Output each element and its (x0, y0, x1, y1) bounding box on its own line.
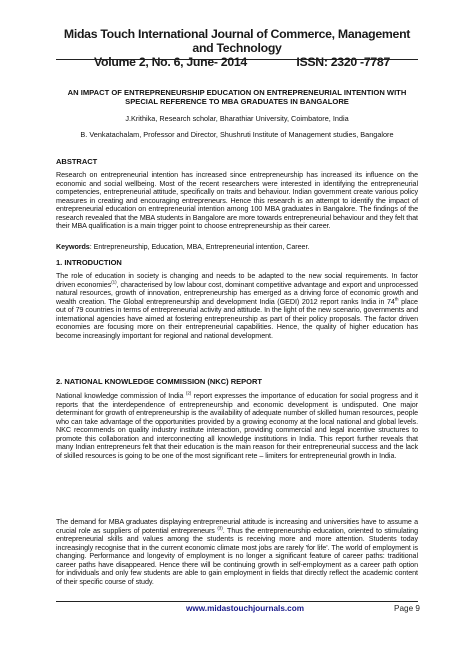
paper-title-line-2: SPECIAL REFERENCE TO MBA GRADUATES IN BANGALORE (125, 97, 349, 106)
keywords-text: : Entrepreneurship, Education, MBA, Entrepreneurial intention, Career. (89, 243, 310, 251)
journal-name: Midas Touch International Journal of Commerce, Management and Technology (63, 27, 411, 55)
author-2: B. Venkatachalam, Professor and Director, Shushruti Institute of Management studies, Bangalore (80, 130, 394, 139)
demand-citation-3: (3) (217, 525, 223, 531)
introduction-text (56, 272, 418, 340)
journal-issn: ISSN: 2320 -7787 (296, 55, 390, 69)
nkc-text (56, 392, 418, 460)
intro-text-part-c: place out of 79 countries in terms of entrepreneurial activity and attitude. In the light of the new scenario, governments and international agencies have aimed at fostering entrepreneurship as part of their policy proposals. The factor driven economies are focusing more on their entrepreneurial capabilities. Hence, the quality of higher education has become increasingly important for regional and national development. (56, 297, 418, 340)
intro-ordinal-suffix: th (394, 296, 399, 302)
nkc-citation-2: (2) (185, 390, 192, 396)
paper-title-line-1: AN IMPACT OF ENTREPRENEURSHIP EDUCATION ON ENTREPRENEURIAL INTENTION WITH (67, 88, 407, 97)
page-number: Page 9 (394, 604, 420, 613)
intro-citation-1: (1) (111, 279, 117, 285)
footer-divider (56, 601, 418, 602)
footer-url[interactable]: www.midastouchjournals.com (186, 604, 304, 613)
demand-text-part-a: The demand for MBA graduates displaying entrepreneurial attitude is increasing and universities have to assume a crucial role as suppliers of potential entrepreneurs (56, 518, 418, 535)
keywords-label: Keywords (56, 243, 90, 251)
journal-issue-line (56, 55, 418, 69)
demand-paragraph (56, 518, 418, 586)
nkc-text-part-a: National knowledge commission of India (56, 392, 186, 400)
paper-title (56, 88, 418, 106)
intro-text-part-a: The role of education in society is changing and needs to be adapted to the new social requirements. In factor driven economies (56, 272, 418, 289)
author-1: J.Krithika, Research scholar, Bharathiar University, Coimbatore, India (125, 114, 349, 123)
abstract-heading: ABSTRACT (56, 157, 98, 166)
nkc-heading: 2. NATIONAL KNOWLEDGE COMMISSION (NKC) REPORT (56, 377, 262, 386)
header-divider (56, 59, 418, 60)
demand-text-part-b: . Thus the entrepreneurship education, oriented to stimulating entrepreneurial skills and values among the students is receiving more and more attention. Students today increasingly recognise that in the current economic climate most jobs are rarely 'for life'. The world of employment is changing. Performance and longevity of employment is no longer a significant feature of career paths: traditional career paths have disappeared. Hence there will be continuing growth in self-employment as a career path option for individuals and only few students are able to gain employment in fields that directly reflect the academic content of their specific course of study. (56, 526, 419, 586)
introduction-heading: 1. INTRODUCTION (56, 258, 122, 267)
journal-header (56, 27, 418, 69)
abstract-text: Research on entrepreneurial intention has increased since entrepreneurship has increased its influence on the economic and social wellbeing. Most of the recent researchers were interested in identifying the entrepreneurial competencies, entrepreneurial attitude, specifically on traits and behaviour. Indian government create various policy measures in creating and encouraging entrepreneurs. Hence this research is an attempt to identify the impact of entrepreneurial education on entrepreneurial intention among 100 MBA graduates in Bangalore. The findings of the research revealed that the MBA students in Bangalore are more towards entrepreneurial behaviour and they felt that their MBA qualification is a main trigger point to choose entrepreneurship as their career. (56, 171, 418, 230)
nkc-text-part-b: report expresses the importance of education for social progress and it reports that the interdependence of entrepreneurship and economic development is undisputed. One major determinant for growth of entrepreneurship is the availability of adequate number of skilled human resources, people who can take advantage of the opportunities provided by a growing economy at the local national and global levels. NKC recommends on quality industry institute interaction, providing commercial and legal incentive structures to promote this collaboration and interconnecting all knowledge institutions in India. This report further reveals that many Indian entrepreneurs felt that their education is the main reason for their entrepreneurial success and the lack of skilled resources is going to be one of the most significant rete – limiters for entrepreneurial growth in India. (56, 392, 419, 460)
journal-volume: Volume 2, No. 6, June- 2014 (94, 55, 247, 69)
keywords-line (56, 243, 418, 252)
intro-text-part-b: , characterised by low labour cost, dominant competitive advantage and export and unprocessed natural resources, growth of innovation, entrepreneurship has emerged as a driving force of economic growth and wealth creation. The Global entrepreneurship and development India (GEDI) 2012 report ranks India in 74 (56, 280, 418, 306)
